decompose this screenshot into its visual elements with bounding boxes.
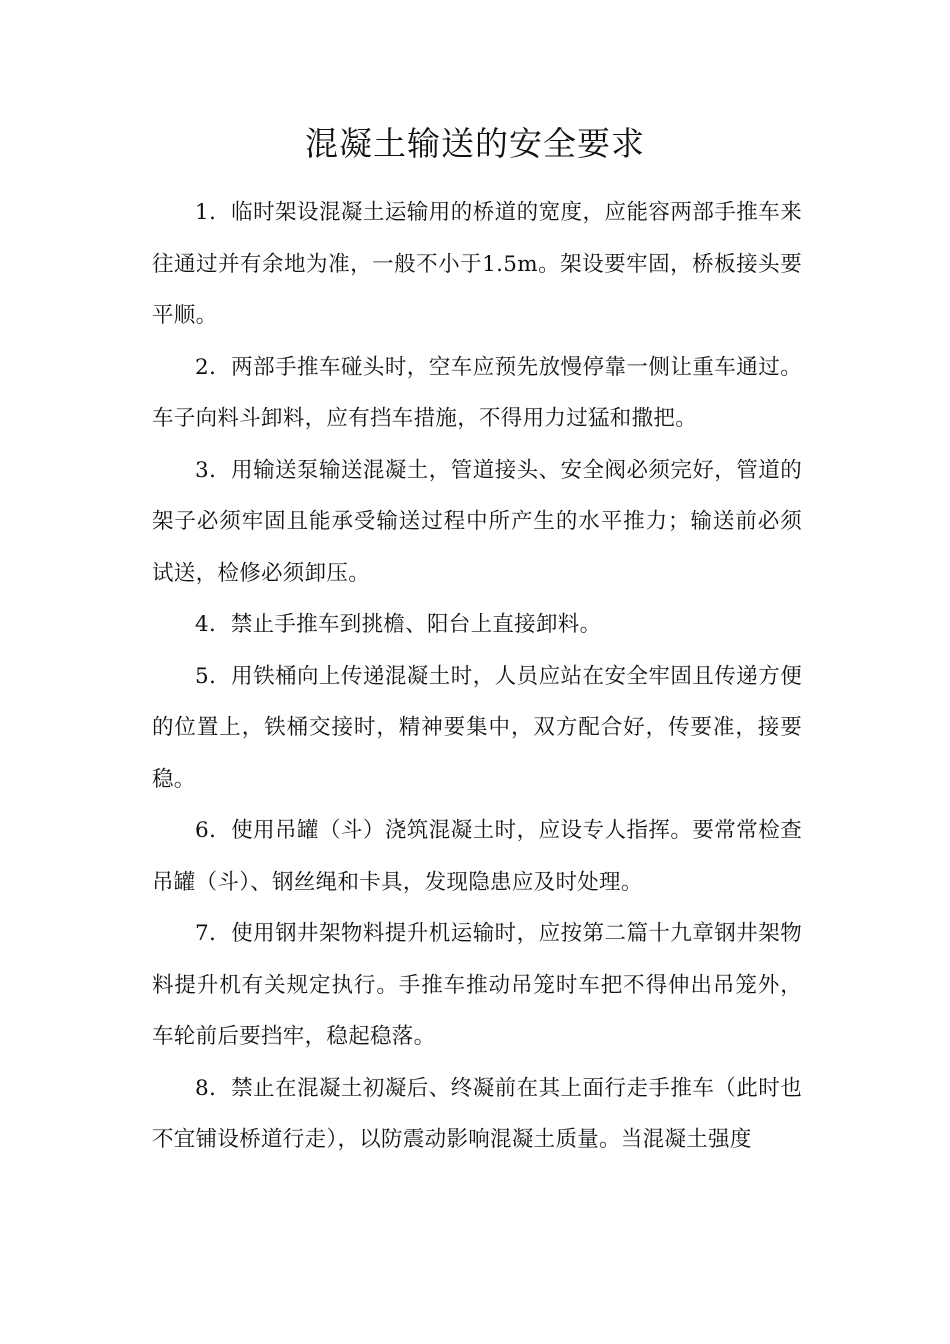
paragraph-2: 2．两部手推车碰头时，空车应预先放慢停靠一侧让重车通过。车子向料斗卸料，应有挡车措施，不得用力过猛和撒把。: [152, 354, 802, 431]
paragraph-6: 6．使用吊罐（斗）浇筑混凝土时，应设专人指挥。要常常检查吊罐（斗）、钢丝绳和卡具，发现隐患应及时处理。: [152, 818, 802, 895]
paragraph-8: 8．禁止在混凝土初凝后、终凝前在其上面行走手推车（此时也不宜铺设桥道行走），以防震动影响混凝土质量。当混凝土强度: [152, 1075, 802, 1152]
paragraph-1: 1．临时架设混凝土运输用的桥道的宽度，应能容两部手推车来往通过并有余地为准，一般不小于1.5m。架设要牢固，桥板接头要平顺。: [152, 200, 802, 328]
document-body: [152, 187, 802, 1166]
paragraph-5: 5．用铁桶向上传递混凝土时，人员应站在安全牢固且传递方便的位置上，铁桶交接时，精神要集中，双方配合好，传要准，接要稳。: [152, 663, 802, 792]
paragraph-4: 4．禁止手推车到挑檐、阳台上直接卸料。: [195, 612, 602, 637]
paragraph-7: 7．使用钢井架物料提升机运输时，应按第二篇十九章钢井架物料提升机有关规定执行。手推车推动吊笼时车把不得伸出吊笼外，车轮前后要挡牢，稳起稳落。: [152, 921, 802, 1049]
document-title: 混凝土输送的安全要求: [305, 124, 645, 163]
paragraph-3: 3．用输送泵输送混凝土，管道接头、安全阀必须完好，管道的架子必须牢固且能承受输送过程中所产生的水平推力；输送前必须试送，检修必须卸压。: [152, 457, 802, 586]
